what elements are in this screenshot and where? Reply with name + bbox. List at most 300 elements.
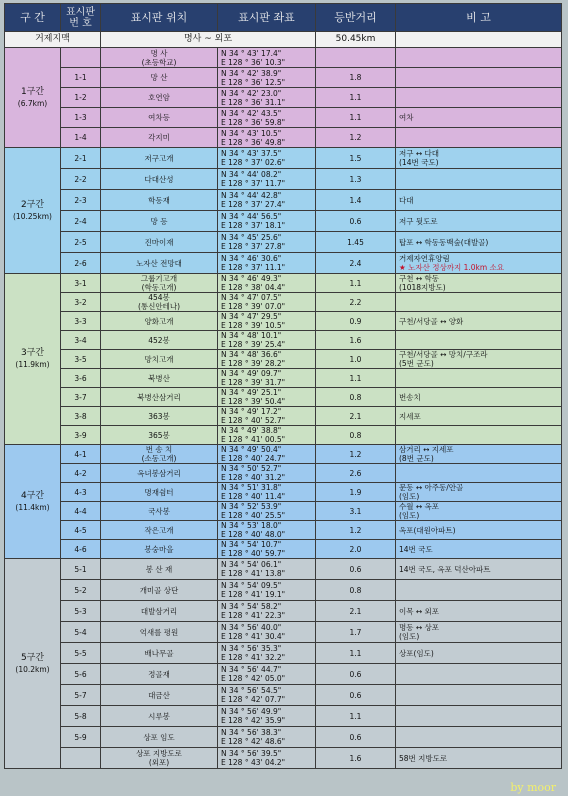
coord-east: E 128 ° 38' 04.4" [221, 283, 286, 292]
sign-number: 1-3 [61, 108, 101, 128]
table-row [5, 664, 562, 685]
coord-east: E 128 ° 36' 12.5" [221, 77, 286, 87]
table-row [5, 128, 562, 148]
sign-number: 4-1 [61, 445, 101, 464]
table-row [5, 48, 562, 68]
coord-north: N 34 ° 44' 42.8" [221, 191, 282, 200]
sign-location: 여차등 [101, 108, 218, 128]
sign-location: 학동재 [101, 190, 218, 211]
sign-number: 3-2 [61, 293, 101, 312]
remarks [396, 727, 562, 748]
climb-distance: 1.5 [316, 148, 396, 169]
sign-location: 시루봉 [101, 706, 218, 727]
coord-east: E 128 ° 37' 27.4" [221, 200, 286, 209]
climb-distance: 0.9 [316, 312, 396, 331]
coord-east: E 128 ° 41' 13.8" [221, 569, 286, 578]
sign-coordinates [218, 211, 316, 232]
table-row [5, 445, 562, 464]
sign-coordinates [218, 232, 316, 253]
remarks [396, 253, 562, 274]
table-row [5, 622, 562, 643]
sign-location: 363봉 [101, 407, 218, 426]
remarks [396, 108, 562, 128]
sign-location: 노자산 전망대 [101, 253, 218, 274]
climb-distance: 0.6 [316, 559, 396, 580]
remarks [396, 445, 562, 464]
remarks [396, 148, 562, 169]
sign-coordinates [218, 664, 316, 685]
coord-north: N 34 ° 53' 18.0" [221, 521, 282, 530]
remarks [396, 211, 562, 232]
sign-location: 배나무골 [101, 643, 218, 664]
table-row [5, 369, 562, 388]
coord-north: N 34 ° 56' 38.3" [221, 728, 282, 737]
remarks [396, 190, 562, 211]
coord-east: E 128 ° 39' 25.4" [221, 340, 286, 349]
climb-distance: 1.9 [316, 483, 396, 502]
sign-coordinates [218, 190, 316, 211]
sign-location: 억새를 평원 [101, 622, 218, 643]
table-row [5, 350, 562, 369]
remarks [396, 464, 562, 483]
table-row [5, 502, 562, 521]
table-row [5, 521, 562, 540]
sign-location: 452봉 [101, 331, 218, 350]
remarks [396, 350, 562, 369]
climb-distance: 1.4 [316, 190, 396, 211]
header-row [5, 4, 562, 32]
remarks-text: 삼거리 ↔ 지세포 (8번 군도) [399, 445, 454, 463]
coord-east: E 128 ° 42' 35.9" [221, 716, 286, 725]
table-row [5, 232, 562, 253]
sign-location: 상포 지방도로 (외포) [101, 748, 218, 769]
coord-north: N 34 ° 56' 39.5" [221, 749, 282, 758]
remarks [396, 426, 562, 445]
remarks [396, 748, 562, 769]
coord-north: N 34 ° 43' 17.4" [221, 48, 282, 58]
coord-east: E 128 ° 41' 32.2" [221, 653, 286, 662]
remarks [396, 540, 562, 559]
sign-coordinates [218, 748, 316, 769]
header-section: 구 간 [5, 4, 61, 32]
coord-east: E 128 ° 37' 02.6" [221, 158, 286, 167]
remarks-text: 명동 ↔ 상포 (임도) [399, 623, 440, 641]
coord-north: N 34 ° 51' 31.8" [221, 483, 282, 492]
sign-coordinates [218, 464, 316, 483]
section-cell [5, 559, 61, 769]
coord-north: N 34 ° 50' 52.7" [221, 464, 282, 473]
sign-coordinates [218, 293, 316, 312]
climb-distance: 2.0 [316, 540, 396, 559]
climb-distance: 1.1 [316, 706, 396, 727]
coord-east: E 128 ° 41' 30.4" [221, 632, 286, 641]
sign-number: 5-4 [61, 622, 101, 643]
sign-location: 망 산 [101, 68, 218, 88]
coord-north: N 34 ° 42' 43.5" [221, 108, 282, 118]
climb-distance: 2.6 [316, 464, 396, 483]
sign-number: 5-7 [61, 685, 101, 706]
remarks [396, 369, 562, 388]
coord-north: N 34 ° 49' 25.1" [221, 388, 282, 397]
coord-east: E 128 ° 42' 48.6" [221, 737, 286, 746]
coord-north: N 34 ° 56' 44.7" [221, 665, 282, 674]
climb-distance: 0.8 [316, 388, 396, 407]
sign-number: 3-3 [61, 312, 101, 331]
climb-distance: 1.2 [316, 128, 396, 148]
table-row [5, 312, 562, 331]
sign-number: 2-3 [61, 190, 101, 211]
sign-location: 454봉 (통신안테나) [101, 293, 218, 312]
coord-north: N 34 ° 49' 38.8" [221, 426, 282, 435]
coord-north: N 34 ° 45' 25.6" [221, 233, 282, 242]
overall-distance: 50.45km [316, 32, 396, 48]
table-row [5, 407, 562, 426]
sign-number: 2-6 [61, 253, 101, 274]
sign-number: 4-3 [61, 483, 101, 502]
section-name: 5구간 [20, 652, 45, 663]
header-remarks: 비 고 [396, 4, 562, 32]
climb-distance: 0.8 [316, 580, 396, 601]
sign-coordinates [218, 169, 316, 190]
remarks-text: 14번 국도, 옥포 덕산아파트 [399, 564, 491, 574]
remarks [396, 664, 562, 685]
remarks [396, 232, 562, 253]
climb-distance: 1.1 [316, 88, 396, 108]
table-row [5, 190, 562, 211]
header-sign-number: 표시판 번 호 [61, 4, 101, 32]
climb-distance: 0.6 [316, 211, 396, 232]
header-sign-location: 표시판 위치 [101, 4, 218, 32]
sign-coordinates [218, 502, 316, 521]
coord-east: E 128 ° 42' 05.0" [221, 674, 286, 683]
table-row [5, 426, 562, 445]
sign-location: 상포 임도 [101, 727, 218, 748]
sign-number: 2-1 [61, 148, 101, 169]
coord-east: E 128 ° 41' 00.5" [221, 435, 286, 444]
sign-location: 번 송 치 (소동고개) [101, 445, 218, 464]
section-name: 1구간 [20, 86, 45, 97]
sign-location: 저구고개 [101, 148, 218, 169]
sign-number: 2-4 [61, 211, 101, 232]
climb-distance: 2.2 [316, 293, 396, 312]
coord-east: E 128 ° 39' 28.2" [221, 359, 286, 368]
coord-north: N 34 ° 43' 10.5" [221, 128, 282, 138]
sign-coordinates [218, 48, 316, 68]
coord-east: E 128 ° 40' 59.7" [221, 549, 286, 558]
sign-location: 각지미 [101, 128, 218, 148]
sign-location: 망치고개 [101, 350, 218, 369]
section-name: 2구간 [20, 199, 45, 210]
table-row [5, 643, 562, 664]
sign-number [61, 48, 101, 68]
coord-east: E 128 ° 36' 10.3" [221, 57, 286, 67]
sign-coordinates [218, 128, 316, 148]
table-row [5, 706, 562, 727]
sign-number: 5-6 [61, 664, 101, 685]
overall-location: 명사 ~ 외포 [101, 32, 316, 48]
coord-north: N 34 ° 48' 10.1" [221, 331, 282, 340]
table-row [5, 727, 562, 748]
coord-east: E 128 ° 39' 10.5" [221, 321, 286, 330]
coord-east: E 128 ° 43' 04.2" [221, 758, 286, 767]
table-row [5, 274, 562, 293]
coord-north: N 34 ° 56' 40.0" [221, 623, 282, 632]
remarks-highlight: ★ 노자산 정상까지 1.0km 소요 [399, 263, 505, 272]
section-cell [5, 48, 61, 148]
climb-distance: 2.4 [316, 253, 396, 274]
coord-east: E 128 ° 39' 07.0" [221, 302, 286, 311]
remarks [396, 312, 562, 331]
table-row [5, 293, 562, 312]
remarks [396, 706, 562, 727]
remarks [396, 274, 562, 293]
sign-number: 2-5 [61, 232, 101, 253]
coord-north: N 34 ° 54' 06.1" [221, 560, 282, 569]
sign-location: 진마이재 [101, 232, 218, 253]
climb-distance: 1.1 [316, 108, 396, 128]
sign-coordinates [218, 601, 316, 622]
coord-east: E 128 ° 39' 50.4" [221, 397, 286, 406]
climb-distance: 1.2 [316, 445, 396, 464]
sign-number: 5-2 [61, 580, 101, 601]
sign-coordinates [218, 350, 316, 369]
section-distance: (11.9km) [15, 360, 50, 369]
sign-coordinates [218, 622, 316, 643]
remarks [396, 407, 562, 426]
sign-coordinates [218, 643, 316, 664]
sign-number: 5-3 [61, 601, 101, 622]
signature: by moor [510, 781, 556, 794]
sign-coordinates [218, 540, 316, 559]
sign-location: 봉 산 재 [101, 559, 218, 580]
sign-location: 양화고개 [101, 312, 218, 331]
table-row [5, 68, 562, 88]
coord-east: E 128 ° 36' 59.8" [221, 117, 286, 127]
sign-number: 3-7 [61, 388, 101, 407]
coord-north: N 34 ° 52' 53.9" [221, 502, 282, 511]
climb-distance: 2.1 [316, 601, 396, 622]
sign-number: 4-4 [61, 502, 101, 521]
sign-coordinates [218, 312, 316, 331]
coord-east: E 128 ° 42' 07.7" [221, 695, 286, 704]
climb-distance: 1.0 [316, 350, 396, 369]
section-distance: (10.25km) [13, 211, 52, 221]
coord-north: N 34 ° 49' 17.2" [221, 407, 282, 416]
remarks [396, 331, 562, 350]
remarks [396, 88, 562, 108]
remarks [396, 169, 562, 190]
sign-coordinates [218, 727, 316, 748]
climb-distance: 0.6 [316, 685, 396, 706]
sign-number: 3-4 [61, 331, 101, 350]
section-distance: (10.2km) [15, 664, 50, 674]
coord-east: E 128 ° 41' 19.1" [221, 590, 286, 599]
table-row [5, 88, 562, 108]
coord-north: N 34 ° 54' 09.5" [221, 581, 282, 590]
sign-location: 명 사 (초등학교) [101, 48, 218, 68]
sign-number: 1-4 [61, 128, 101, 148]
coord-east: E 128 ° 40' 11.4" [221, 492, 286, 501]
remarks-text: 옥포(대원아파트) [399, 525, 456, 535]
sign-location: 호연암 [101, 88, 218, 108]
coord-east: E 128 ° 41' 22.3" [221, 611, 286, 620]
coord-east: E 128 ° 40' 24.7" [221, 454, 286, 463]
coord-east: E 128 ° 37' 18.1" [221, 221, 286, 230]
climb-distance: 1.6 [316, 331, 396, 350]
remarks [396, 502, 562, 521]
remarks-text: 수월 ↔ 옥포 (임도) [399, 502, 440, 520]
remarks [396, 521, 562, 540]
climb-distance: 0.6 [316, 664, 396, 685]
sign-coordinates [218, 559, 316, 580]
remarks [396, 293, 562, 312]
section-cell [5, 274, 61, 445]
sign-number: 5-1 [61, 559, 101, 580]
coord-east: E 128 ° 40' 48.0" [221, 530, 286, 539]
coord-north: N 34 ° 47' 07.5" [221, 293, 282, 302]
coord-east: E 128 ° 36' 49.8" [221, 137, 286, 147]
sign-location: 대발삼거리 [101, 601, 218, 622]
remarks-text: 다대 [399, 195, 414, 205]
remarks-text: 저구 ↔ 다대 (14번 국도) [399, 149, 440, 167]
climb-distance: 1.1 [316, 274, 396, 293]
climb-distance: 0.6 [316, 727, 396, 748]
sign-number: 1-2 [61, 88, 101, 108]
coord-east: E 128 ° 40' 25.5" [221, 511, 286, 520]
coord-north: N 34 ° 56' 54.5" [221, 686, 282, 695]
table-row [5, 331, 562, 350]
climb-distance: 1.1 [316, 369, 396, 388]
climb-distance [316, 48, 396, 68]
table-row [5, 148, 562, 169]
coord-east: E 128 ° 36' 31.1" [221, 97, 286, 107]
table-row [5, 211, 562, 232]
header-climb-distance: 등반거리 [316, 4, 396, 32]
coord-north: N 34 ° 44' 08.2" [221, 170, 282, 179]
table-row [5, 559, 562, 580]
sign-location: 대금산 [101, 685, 218, 706]
remarks [396, 483, 562, 502]
remarks [396, 559, 562, 580]
coord-north: N 34 ° 47' 29.5" [221, 312, 282, 321]
sign-location: 작은고개 [101, 521, 218, 540]
table-row [5, 580, 562, 601]
remarks [396, 48, 562, 68]
remarks-text: 58번 지방도로 [399, 753, 448, 763]
sign-location: 국사봉 [101, 502, 218, 521]
coord-north: N 34 ° 44' 56.5" [221, 212, 282, 221]
remarks [396, 643, 562, 664]
sign-number: 4-2 [61, 464, 101, 483]
trail-sign-table [4, 3, 562, 769]
remarks [396, 601, 562, 622]
sign-location: 옥녀봉삼거리 [101, 464, 218, 483]
sign-number: 3-9 [61, 426, 101, 445]
table-row [5, 540, 562, 559]
coord-east: E 128 ° 40' 31.2" [221, 473, 286, 482]
coord-east: E 128 ° 37' 11.1" [221, 263, 286, 272]
sign-number [61, 748, 101, 769]
remarks-text: 구천/서당골 ↔ 망치/구조라 (5번 군도) [399, 350, 488, 368]
remarks [396, 622, 562, 643]
section-cell [5, 445, 61, 559]
sign-number: 5-8 [61, 706, 101, 727]
coord-north: N 34 ° 46' 30.6" [221, 254, 282, 263]
sign-location: 망 등 [101, 211, 218, 232]
sign-coordinates [218, 706, 316, 727]
coord-north: N 34 ° 54' 58.2" [221, 602, 282, 611]
header-sign-coordinates: 표시판 좌표 [218, 4, 316, 32]
table-row [5, 253, 562, 274]
remarks-text: 지세포 [399, 411, 421, 421]
overall-section: 거제지맥 [5, 32, 101, 48]
coord-east: E 128 ° 40' 52.7" [221, 416, 286, 425]
climb-distance: 2.1 [316, 407, 396, 426]
sign-number: 4-5 [61, 521, 101, 540]
sign-coordinates [218, 274, 316, 293]
climb-distance: 1.1 [316, 643, 396, 664]
coord-east: E 128 ° 37' 11.7" [221, 179, 286, 188]
climb-distance: 1.3 [316, 169, 396, 190]
remarks [396, 388, 562, 407]
sign-number: 3-8 [61, 407, 101, 426]
remarks-text: 문동 ↔ 아주동/안골 (임도) [399, 483, 464, 501]
climb-distance: 1.6 [316, 748, 396, 769]
remarks-text: 저구 뒷도로 [399, 216, 438, 226]
coord-north: N 34 ° 46' 49.3" [221, 274, 282, 283]
coord-north: N 34 ° 56' 35.3" [221, 644, 282, 653]
section-distance: (6.7km) [17, 98, 48, 108]
table-row [5, 601, 562, 622]
sign-coordinates [218, 253, 316, 274]
table-row [5, 388, 562, 407]
sign-number: 3-1 [61, 274, 101, 293]
coord-north: N 34 ° 42' 38.9" [221, 68, 282, 78]
remarks [396, 580, 562, 601]
sign-coordinates [218, 521, 316, 540]
remarks-text: 여차 [399, 113, 414, 122]
sign-coordinates [218, 580, 316, 601]
remarks [396, 685, 562, 706]
climb-distance: 0.8 [316, 426, 396, 445]
section-cell [5, 148, 61, 274]
overall-row [5, 32, 562, 48]
coord-north: N 34 ° 48' 36.6" [221, 350, 282, 359]
climb-distance: 3.1 [316, 502, 396, 521]
coord-north: N 34 ° 49' 09.7" [221, 369, 282, 378]
sign-coordinates [218, 483, 316, 502]
climb-distance: 1.7 [316, 622, 396, 643]
overall-remarks [396, 32, 562, 48]
sign-coordinates [218, 369, 316, 388]
coord-north: N 34 ° 43' 37.5" [221, 149, 282, 158]
coord-north: N 34 ° 56' 49.9" [221, 707, 282, 716]
sign-number: 3-5 [61, 350, 101, 369]
table-row [5, 685, 562, 706]
sign-number: 5-9 [61, 727, 101, 748]
coord-north: N 34 ° 42' 23.0" [221, 88, 282, 98]
sign-coordinates [218, 108, 316, 128]
sign-coordinates [218, 148, 316, 169]
section-name: 3구간 [20, 348, 45, 358]
sign-number: 5-5 [61, 643, 101, 664]
sign-location: 정골재 [101, 664, 218, 685]
climb-distance: 1.8 [316, 68, 396, 88]
sign-coordinates [218, 88, 316, 108]
sign-coordinates [218, 331, 316, 350]
sign-location: 명재쉼터 [101, 483, 218, 502]
sign-number: 3-6 [61, 369, 101, 388]
